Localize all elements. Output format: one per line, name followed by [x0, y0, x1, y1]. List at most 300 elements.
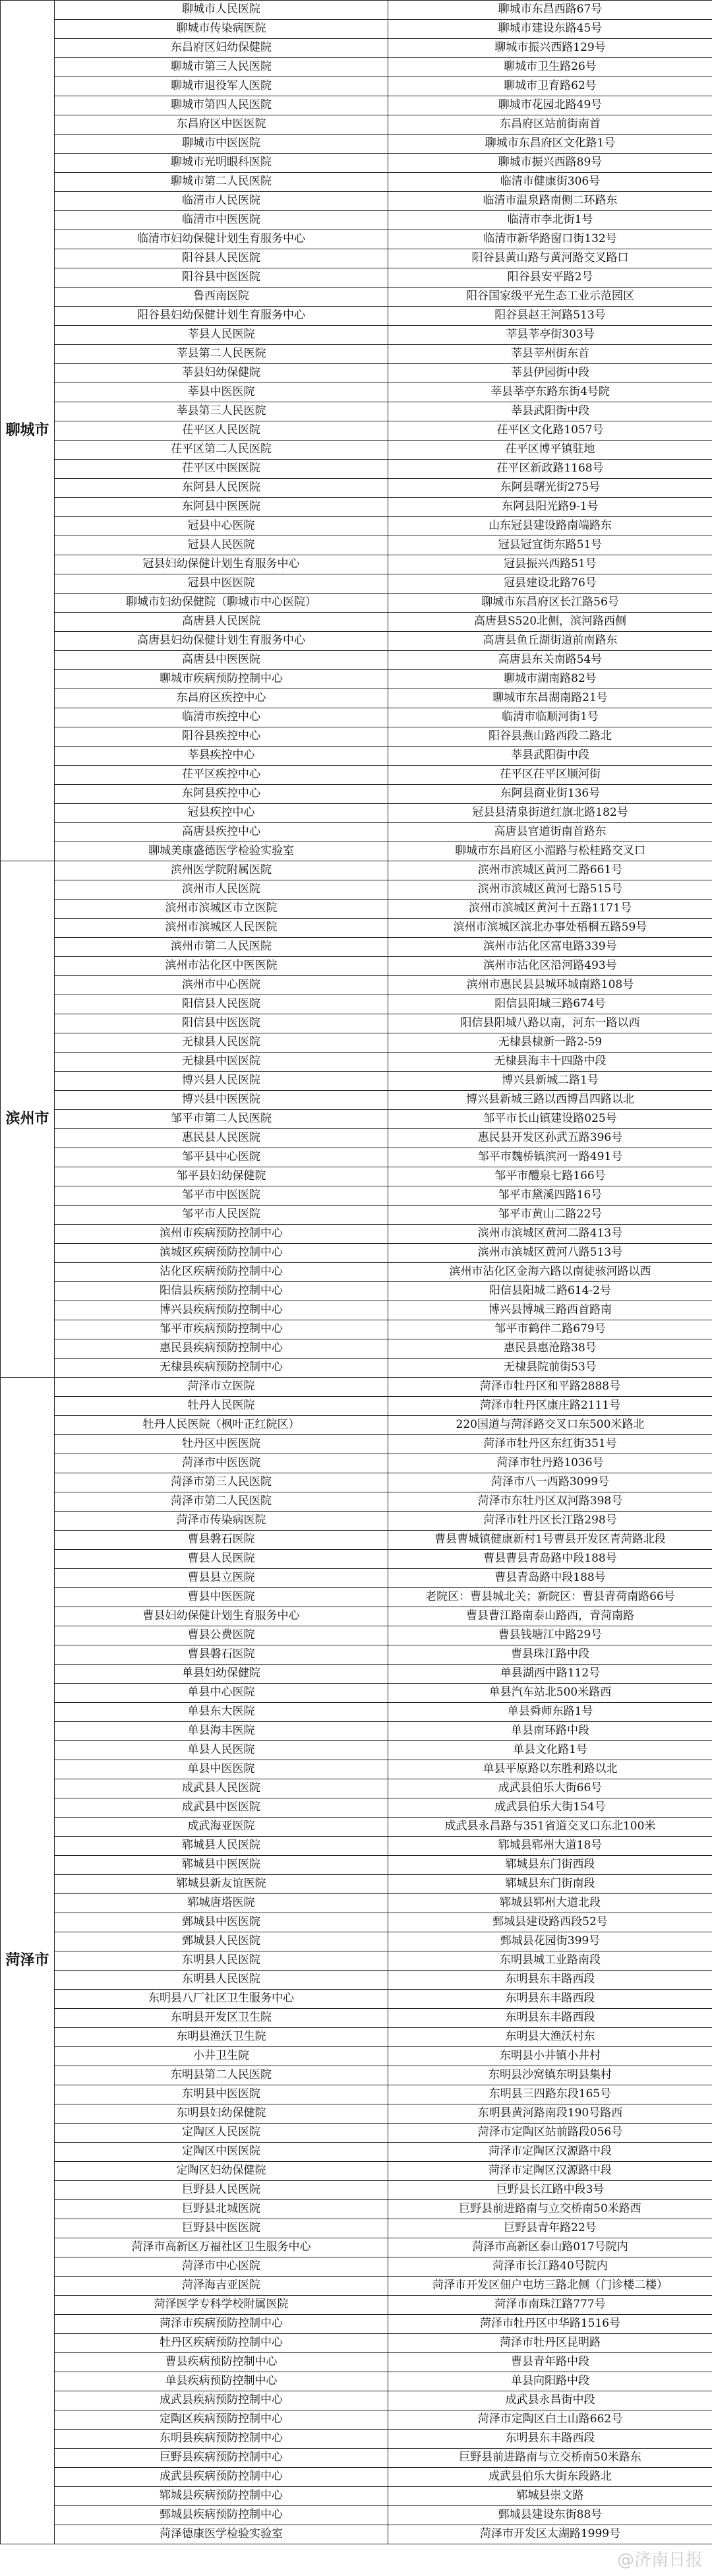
address-cell: 滨州市滨城区黄河七路515号	[388, 880, 712, 900]
address-cell: 东明县大渔沃村东	[388, 2028, 712, 2047]
table-row	[1, 1818, 712, 1837]
table-row	[1, 842, 712, 861]
address-cell: 聊城市东昌府区小湄路与松桂路交叉口	[388, 842, 712, 861]
hospital-name-cell: 莘县疾控中心	[55, 747, 388, 766]
table-row	[1, 1722, 712, 1741]
hospital-name-cell: 阳信县疾病预防控制中心	[55, 1282, 388, 1301]
table-row	[1, 823, 712, 842]
hospital-name-cell: 临清市妇幼保健计划生育服务中心	[55, 230, 388, 249]
address-cell: 阳谷县赵王河路513号	[388, 307, 712, 326]
hospital-name-cell: 滨城区疾病预防控制中心	[55, 1244, 388, 1263]
hospital-name-cell: 无棣县中医医院	[55, 1053, 388, 1072]
address-cell: 莘县武阳街中段	[388, 402, 712, 421]
address-cell: 惠民县惠沧路38号	[388, 1339, 712, 1359]
address-cell: 郓城县郓州大道北段	[388, 1894, 712, 1913]
hospital-name-cell: 菏泽市中医医院	[55, 1454, 388, 1473]
address-cell: 菏泽市牡丹区长江路298号	[388, 1512, 712, 1531]
address-cell: 东阿县阳光路9-1号	[388, 498, 712, 517]
address-cell: 单县湖西中路112号	[388, 1665, 712, 1684]
hospital-name-cell: 巨野县人民医院	[55, 2181, 388, 2200]
hospital-name-cell: 菏泽市第二人民医院	[55, 1492, 388, 1512]
table-row	[1, 1684, 712, 1703]
address-cell: 郓城县崇文路	[388, 2487, 712, 2506]
hospital-name-cell: 巨野县疾病预防控制中心	[55, 2449, 388, 2468]
address-cell: 惠民县开发区孙武五路396号	[388, 1129, 712, 1148]
address-cell: 博兴县新城三路以西博昌四路以北	[388, 1091, 712, 1110]
table-row	[1, 192, 712, 211]
table-row	[1, 1244, 712, 1263]
address-cell: 巨野县前进路南与立交桥南50米路东	[388, 2449, 712, 2468]
table-row	[1, 1206, 712, 1225]
city-cell: 菏泽市	[1, 1378, 55, 2544]
table-row	[1, 498, 712, 517]
address-cell: 单县平原路以东胜利路以北	[388, 1760, 712, 1779]
hospital-name-cell: 东昌府区疾控中心	[55, 689, 388, 708]
hospital-name-cell: 聊城市第三人民医院	[55, 58, 388, 77]
table-row	[1, 135, 712, 154]
hospital-name-cell: 巨野县北城医院	[55, 2200, 388, 2219]
hospital-name-cell: 茌平区疾控中心	[55, 766, 388, 785]
address-cell: 聊城市建设东路45号	[388, 20, 712, 39]
address-cell: 菏泽市开发区太湖路1999号	[388, 2525, 712, 2544]
hospital-name-cell: 曹县磐石医院	[55, 1531, 388, 1550]
table-row	[1, 785, 712, 804]
table-row	[1, 383, 712, 402]
address-cell: 菏泽市牡丹区东红街351号	[388, 1435, 712, 1454]
hospital-name-cell: 成武县疾病预防控制中心	[55, 2391, 388, 2410]
table-row	[1, 976, 712, 995]
hospital-name-cell: 菏泽德康医学检验实验室	[55, 2525, 388, 2544]
address-cell: 滨州市滨城区黄河二路661号	[388, 861, 712, 880]
hospital-name-cell: 冠县中心医院	[55, 517, 388, 536]
table-row	[1, 2315, 712, 2334]
address-cell: 莘县莘亭东路东街4号院	[388, 383, 712, 402]
hospital-name-cell: 邹平市中医医院	[55, 1186, 388, 1206]
table-body	[1, 1, 712, 2544]
table-row	[1, 1626, 712, 1645]
address-cell: 东阿县商业街136号	[388, 785, 712, 804]
table-row	[1, 441, 712, 460]
table-row	[1, 1454, 712, 1473]
table-row	[1, 2506, 712, 2525]
hospital-name-cell: 无棣县疾病预防控制中心	[55, 1359, 388, 1378]
hospital-name-cell: 东阿县中医医院	[55, 498, 388, 517]
address-cell: 山东冠县建设路南端路东	[388, 517, 712, 536]
address-cell: 东昌府区站前街南首	[388, 115, 712, 135]
hospital-name-cell: 郓城县新友谊医院	[55, 1875, 388, 1894]
address-cell: 滨州市滨城区滨北办事处梧桐五路59号	[388, 919, 712, 938]
address-cell: 冠县建设北路76号	[388, 574, 712, 594]
table-row	[1, 2219, 712, 2238]
address-cell: 阳信县阳城二路614-2号	[388, 1282, 712, 1301]
hospital-name-cell: 曹县妇幼保健计划生育服务中心	[55, 1607, 388, 1626]
hospital-name-cell: 曹县中医医院	[55, 1588, 388, 1607]
hospital-name-cell: 东明县第二人民医院	[55, 2066, 388, 2085]
address-cell: 菏泽市长江路40号院内	[388, 2257, 712, 2277]
hospital-name-cell: 郓城唐塔医院	[55, 1894, 388, 1913]
table-row	[1, 1397, 712, 1416]
hospital-name-cell: 滨州市滨城区人民医院	[55, 919, 388, 938]
table-row	[1, 517, 712, 536]
hospital-name-cell: 东明县八厂社区卫生服务中心	[55, 1990, 388, 2009]
hospital-name-cell: 菏泽医学专科学校附属医院	[55, 2296, 388, 2315]
hospital-name-cell: 鲁西南医院	[55, 288, 388, 307]
hospital-name-cell: 成武县中医医院	[55, 1798, 388, 1818]
hospital-name-cell: 聊城市第四人民医院	[55, 96, 388, 115]
address-cell: 茌平区博平镇驻地	[388, 441, 712, 460]
table-row	[1, 1378, 712, 1397]
hospital-name-cell: 临清市中医医院	[55, 211, 388, 230]
address-cell: 邹平市魏桥镇滨河一路491号	[388, 1148, 712, 1167]
hospital-name-cell: 东明县人民医院	[55, 1951, 388, 1971]
address-cell: 东阿县曙光街275号	[388, 479, 712, 498]
table-row	[1, 2296, 712, 2315]
address-cell: 菏泽市高新区泰山路017号院内	[388, 2238, 712, 2257]
hospital-name-cell: 莘县中医医院	[55, 383, 388, 402]
hospital-name-cell: 惠民县疾病预防控制中心	[55, 1339, 388, 1359]
hospital-name-cell: 滨州市沾化区中医医院	[55, 957, 388, 976]
table-row	[1, 2430, 712, 2449]
hospital-name-cell: 博兴县疾病预防控制中心	[55, 1301, 388, 1320]
table-row	[1, 1129, 712, 1148]
address-cell: 临清市临顺河街1号	[388, 708, 712, 727]
table-row	[1, 479, 712, 498]
hospital-name-cell: 冠县人民医院	[55, 536, 388, 555]
hospital-name-cell: 阳谷县中医医院	[55, 268, 388, 288]
hospital-name-cell: 牡丹人民医院	[55, 1397, 388, 1416]
table-row	[1, 2104, 712, 2124]
address-cell: 单县文化路1号	[388, 1741, 712, 1760]
table-row	[1, 2085, 712, 2104]
hospital-name-cell: 菏泽海吉亚医院	[55, 2277, 388, 2296]
table-row	[1, 211, 712, 230]
address-cell: 曹县钱塘江中路29号	[388, 1626, 712, 1645]
table-row	[1, 613, 712, 632]
address-cell: 高唐县鱼丘湖街道前南路东	[388, 632, 712, 651]
table-row	[1, 1033, 712, 1053]
table-row	[1, 1301, 712, 1320]
hospital-name-cell: 高唐县妇幼保健计划生育服务中心	[55, 632, 388, 651]
address-cell: 阳谷县安平路2号	[388, 268, 712, 288]
table-row	[1, 154, 712, 173]
hospital-name-cell: 曹县县立医院	[55, 1569, 388, 1588]
table-row	[1, 1186, 712, 1206]
table-row	[1, 20, 712, 39]
table-row	[1, 1607, 712, 1626]
address-cell: 滨州市沾化区金海六路以南徒骇河路以西	[388, 1263, 712, 1282]
address-cell: 巨野县青年路22号	[388, 2219, 712, 2238]
hospital-name-cell: 博兴县人民医院	[55, 1072, 388, 1091]
address-cell: 东明县小井镇小井村	[388, 2047, 712, 2066]
table-row	[1, 1072, 712, 1091]
address-cell: 阳信县阳城八路以南，河东一路以西	[388, 1014, 712, 1033]
table-row	[1, 1339, 712, 1359]
hospital-name-cell: 巨野县中医医院	[55, 2219, 388, 2238]
hospital-name-cell: 牡丹人民医院（枫叶正红院区）	[55, 1416, 388, 1435]
table-row	[1, 402, 712, 421]
table-row	[1, 1913, 712, 1932]
hospital-name-cell: 阳谷县疾控中心	[55, 727, 388, 747]
table-row	[1, 1435, 712, 1454]
address-cell: 曹县曹城镇健康新村1号曹县开发区青菏路北段	[388, 1531, 712, 1550]
hospital-name-cell: 东阿县人民医院	[55, 479, 388, 498]
table-row	[1, 58, 712, 77]
table-row	[1, 2200, 712, 2219]
address-cell: 菏泽市开发区佃户屯坊三路北侧（门诊楼二楼）	[388, 2277, 712, 2296]
table-row	[1, 173, 712, 192]
hospital-name-cell: 定陶区疾病预防控制中心	[55, 2410, 388, 2430]
address-cell: 高唐县S520北侧，滨河路西侧	[388, 613, 712, 632]
address-cell: 鄄城县建设东街88号	[388, 2506, 712, 2525]
hospital-name-cell: 定陶区中医医院	[55, 2143, 388, 2162]
table-row	[1, 288, 712, 307]
table-row	[1, 727, 712, 747]
address-cell: 无棣县院前街53号	[388, 1359, 712, 1378]
address-cell: 菏泽市定陶区汉源路中段	[388, 2162, 712, 2181]
address-cell: 冠县县清泉街道红旗北路182号	[388, 804, 712, 823]
hospital-name-cell: 邹平市人民医院	[55, 1206, 388, 1225]
table-row	[1, 2353, 712, 2372]
address-cell: 巨野县前进路南与立交桥南50米路西	[388, 2200, 712, 2219]
hospital-name-cell: 定陶区人民医院	[55, 2124, 388, 2143]
address-cell: 成武县伯乐大街66号	[388, 1779, 712, 1798]
table-row	[1, 651, 712, 670]
table-row	[1, 689, 712, 708]
table-row	[1, 2525, 712, 2544]
hospital-name-cell: 鄄城县中医医院	[55, 1913, 388, 1932]
address-cell: 高唐县东关南路54号	[388, 651, 712, 670]
hospital-name-cell: 聊城市疾病预防控制中心	[55, 670, 388, 689]
hospital-name-cell: 聊城美康盛德医学检验实验室	[55, 842, 388, 861]
table-row	[1, 1665, 712, 1684]
address-cell: 莘县莘亭街303号	[388, 326, 712, 345]
table-row	[1, 708, 712, 727]
address-cell: 单县向阳路中段	[388, 2372, 712, 2391]
address-cell: 无棣县棣新一路2-59	[388, 1033, 712, 1053]
address-cell: 曹县曹江路南泰山路西，青菏南路	[388, 1607, 712, 1626]
hospital-name-cell: 定陶区妇幼保健院	[55, 2162, 388, 2181]
hospital-name-cell: 滨州市第二人民医院	[55, 938, 388, 957]
hospital-name-cell: 莘县人民医院	[55, 326, 388, 345]
table-row	[1, 1760, 712, 1779]
table-row	[1, 1282, 712, 1301]
address-cell: 聊城市卫育路62号	[388, 77, 712, 96]
table-row	[1, 115, 712, 135]
table-row	[1, 326, 712, 345]
address-cell: 无棣县海丰十四路中段	[388, 1053, 712, 1072]
address-cell: 聊城市振兴西路129号	[388, 39, 712, 58]
address-cell: 博兴县新城二路1号	[388, 1072, 712, 1091]
hospital-name-cell: 阳谷县妇幼保健计划生育服务中心	[55, 307, 388, 326]
hospital-name-cell: 邹平市第二人民医院	[55, 1110, 388, 1129]
address-cell: 阳谷县黄山路与黄河路交叉路口	[388, 249, 712, 268]
hospital-name-cell: 曹县疾病预防控制中心	[55, 2353, 388, 2372]
hospital-name-cell: 单县海丰医院	[55, 1722, 388, 1741]
table-row	[1, 900, 712, 919]
hospital-name-cell: 东明县开发区卫生院	[55, 2009, 388, 2028]
table-row	[1, 632, 712, 651]
watermark: @济南日报	[616, 2550, 703, 2570]
address-cell: 成武县伯乐大街东段路北	[388, 2468, 712, 2487]
address-cell: 曹县青年路中段	[388, 2353, 712, 2372]
hospital-name-cell: 冠县妇幼保健计划生育服务中心	[55, 555, 388, 574]
table-row	[1, 1473, 712, 1492]
table-row	[1, 2468, 712, 2487]
hospital-name-cell: 滨州市滨城区市立医院	[55, 900, 388, 919]
table-row	[1, 1703, 712, 1722]
address-cell: 聊城市东昌湖南路21号	[388, 689, 712, 708]
address-cell: 滨州市沾化区沿河路493号	[388, 957, 712, 976]
address-cell: 临清市温泉路南侧二环路东	[388, 192, 712, 211]
address-cell: 滨州市沾化区富电路339号	[388, 938, 712, 957]
address-cell: 聊城市湖南路82号	[388, 670, 712, 689]
table-row	[1, 766, 712, 785]
hospital-name-cell: 邹平县中心医院	[55, 1148, 388, 1167]
address-cell: 东明县东丰路西段	[388, 2430, 712, 2449]
hospital-name-cell: 鄄城县人民医院	[55, 1932, 388, 1951]
table-row	[1, 2257, 712, 2277]
hospital-name-cell: 成武县人民医院	[55, 1779, 388, 1798]
hospital-name-cell: 成武海亚医院	[55, 1818, 388, 1837]
table-row	[1, 2028, 712, 2047]
address-cell: 菏泽市南珠江路777号	[388, 2296, 712, 2315]
address-cell: 莘县莘州街东首	[388, 345, 712, 364]
hospital-name-cell: 东昌府区中医医院	[55, 115, 388, 135]
table-row	[1, 345, 712, 364]
table-row	[1, 1779, 712, 1798]
table-row	[1, 2047, 712, 2066]
address-cell: 菏泽市牡丹路1036号	[388, 1454, 712, 1473]
address-cell: 邹平市醴泉七路166号	[388, 1167, 712, 1186]
hospital-name-cell: 阳谷县人民医院	[55, 249, 388, 268]
table-row	[1, 460, 712, 479]
table-row	[1, 2277, 712, 2296]
address-cell: 聊城市振兴西路89号	[388, 154, 712, 173]
table-row	[1, 1320, 712, 1339]
hospital-name-cell: 东明县疾病预防控制中心	[55, 2430, 388, 2449]
hospital-name-cell: 东阿县疾控中心	[55, 785, 388, 804]
table-row	[1, 861, 712, 880]
table-row	[1, 1110, 712, 1129]
table-row	[1, 1645, 712, 1665]
hospital-name-cell: 滨州市疾病预防控制中心	[55, 1225, 388, 1244]
address-cell: 鄄城县建设路西段52号	[388, 1913, 712, 1932]
hospital-name-cell: 单县疾病预防控制中心	[55, 2372, 388, 2391]
hospital-name-cell: 单县东大医院	[55, 1703, 388, 1722]
address-cell: 邹平市鹤伴二路679号	[388, 1320, 712, 1339]
table-row	[1, 1263, 712, 1282]
hospital-name-cell: 冠县疾控中心	[55, 804, 388, 823]
address-cell: 滨州市滨城区黄河十五路1171号	[388, 900, 712, 919]
hospital-name-cell: 茌平区人民医院	[55, 421, 388, 441]
hospital-name-cell: 邹平市疾病预防控制中心	[55, 1320, 388, 1339]
hospital-name-cell: 东明县妇幼保健院	[55, 2104, 388, 2124]
city-cell: 滨州市	[1, 861, 55, 1378]
address-cell: 菏泽市牡丹区昆明路	[388, 2334, 712, 2353]
table-row	[1, 2238, 712, 2257]
address-cell: 菏泽市牡丹区康庄路2111号	[388, 1397, 712, 1416]
table-row	[1, 2334, 712, 2353]
table-row	[1, 1990, 712, 2009]
address-cell: 巨野县长江路中段3号	[388, 2181, 712, 2200]
table-row	[1, 2066, 712, 2085]
hospital-name-cell: 阳信县中医医院	[55, 1014, 388, 1033]
table-row	[1, 1225, 712, 1244]
hospital-name-cell: 滨州市人民医院	[55, 880, 388, 900]
address-cell: 莘县武阳街中段	[388, 747, 712, 766]
table-row	[1, 574, 712, 594]
address-cell: 东明县东丰路西段	[388, 1990, 712, 2009]
address-cell: 阳信县阳城三路674号	[388, 995, 712, 1014]
address-cell: 高唐县官道街南首路东	[388, 823, 712, 842]
table-row	[1, 421, 712, 441]
table-row	[1, 957, 712, 976]
hospital-name-cell: 郓城县人民医院	[55, 1837, 388, 1856]
hospital-name-cell: 东明县渔沃卫生院	[55, 2028, 388, 2047]
address-cell: 东明县东丰路西段	[388, 2009, 712, 2028]
table-row	[1, 1856, 712, 1875]
address-cell: 茌平区茌平区顺河街	[388, 766, 712, 785]
table-row	[1, 1359, 712, 1378]
hospital-name-cell: 东明县中医医院	[55, 2085, 388, 2104]
hospital-name-cell: 聊城市传染病医院	[55, 20, 388, 39]
address-cell: 东明县东丰路西段	[388, 1971, 712, 1990]
table-row	[1, 670, 712, 689]
table-row	[1, 2124, 712, 2143]
hospital-name-cell: 单县妇幼保健院	[55, 1665, 388, 1684]
address-cell: 老院区：曹县城北关；新院区：曹县青荷南路66号	[388, 1588, 712, 1607]
table-row	[1, 1837, 712, 1856]
hospital-name-cell: 东明县人民医院	[55, 1971, 388, 1990]
table-row	[1, 2449, 712, 2468]
hospital-name-cell: 成武县疾病预防控制中心	[55, 2468, 388, 2487]
table-row	[1, 536, 712, 555]
hospital-name-cell: 莘县妇幼保健院	[55, 364, 388, 383]
table-row	[1, 2162, 712, 2181]
address-cell: 聊城市东昌西路67号	[388, 1, 712, 20]
address-cell: 菏泽市牡丹区和平路2888号	[388, 1378, 712, 1397]
address-cell: 聊城市卫生路26号	[388, 58, 712, 77]
table-row	[1, 919, 712, 938]
table-row	[1, 1741, 712, 1760]
hospital-name-cell: 沾化区疾病预防控制中心	[55, 1263, 388, 1282]
hospital-name-cell: 临清市疾控中心	[55, 708, 388, 727]
hospital-name-cell: 单县中医医院	[55, 1760, 388, 1779]
table-row	[1, 1053, 712, 1072]
hospital-name-cell: 菏泽市传染病医院	[55, 1512, 388, 1531]
address-cell: 成武县永昌街中段	[388, 2391, 712, 2410]
address-cell: 东明县城工业路南段	[388, 1951, 712, 1971]
hospital-name-cell: 菏泽市疾病预防控制中心	[55, 2315, 388, 2334]
table-row	[1, 2487, 712, 2506]
table-row	[1, 2143, 712, 2162]
hospital-name-cell: 菏泽市中心医院	[55, 2257, 388, 2277]
address-cell: 菏泽市八一西路3099号	[388, 1473, 712, 1492]
table-row	[1, 1951, 712, 1971]
table-row	[1, 1569, 712, 1588]
hospital-name-cell: 牡丹区中医医院	[55, 1435, 388, 1454]
address-cell: 滨州市滨城区黄河八路513号	[388, 1244, 712, 1263]
table-row	[1, 747, 712, 766]
table-row	[1, 1492, 712, 1512]
address-cell: 鄄城县花园街399号	[388, 1932, 712, 1951]
address-cell: 博兴县博城三路西首路南	[388, 1301, 712, 1320]
address-cell: 单县汽车站北500米路西	[388, 1684, 712, 1703]
address-cell: 东明县黄河路南段190号路西	[388, 2104, 712, 2124]
address-cell: 冠县振兴西路51号	[388, 555, 712, 574]
address-cell: 邹平市长山镇建设路025号	[388, 1110, 712, 1129]
hospital-name-cell: 邹平县妇幼保健院	[55, 1167, 388, 1186]
